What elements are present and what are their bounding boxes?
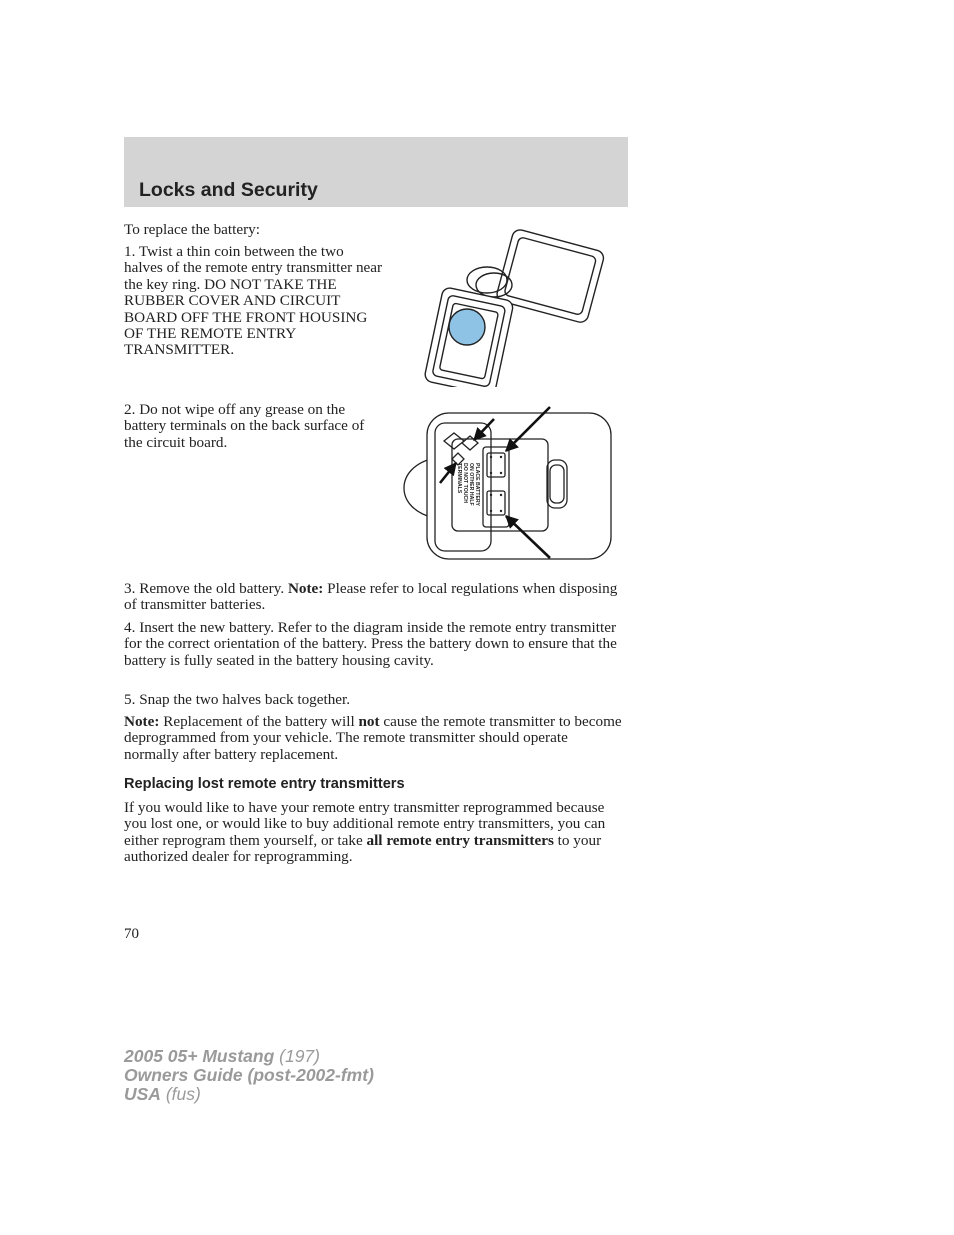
para-text-b: to your authorized dealer for reprogramming. bbox=[124, 831, 602, 866]
key-fob-illustration bbox=[420, 222, 605, 387]
footer-model: 2005 05+ Mustang bbox=[124, 1046, 275, 1066]
note-label: Note: bbox=[124, 713, 160, 730]
step-3-text bbox=[124, 581, 624, 614]
figure-label-line-4: TERMINALS bbox=[456, 463, 462, 494]
section-title: Locks and Security bbox=[139, 179, 318, 201]
note-emphasis: not bbox=[358, 713, 380, 730]
document-footer bbox=[124, 1047, 374, 1104]
footer-guide: Owners Guide (post-2002-fmt) bbox=[124, 1065, 374, 1085]
step-3-note-text: Please refer to local regulations when disposing of transmitter batteries. bbox=[124, 580, 618, 614]
step-4-text: 4. Insert the new battery. Refer to the diagram inside the remote entry transmitter for the correct orientation of the battery. Press the battery down to ensure that the battery is fully seated in the battery housing cavity. bbox=[124, 619, 617, 669]
figure-label-line-1: PLACE BATTERY bbox=[474, 463, 480, 506]
section-header bbox=[124, 137, 628, 207]
step-3-main: 3. Remove the old battery. bbox=[124, 580, 288, 597]
step-1-text: 1. Twist a thin coin between the two halves of the remote entry transmitter near the key ring. DO NOT TAKE THE RUBBER COVER AND CIRCUIT BOARD OFF THE FRONT HOUSING OF THE REMOTE ENTRY TRANSMITTER. bbox=[124, 243, 383, 359]
para-text-a: If you would like to have your remote entry transmitter reprogrammed because you lost one, or would like to buy additional remote entry transmitters, you can either reprogram them yourself, or take bbox=[124, 799, 606, 849]
footer-line-1 bbox=[124, 1047, 374, 1066]
figure-label-line-2: ON OTHER HALF bbox=[468, 463, 474, 506]
figure-label-line-3: DO NOT TOUCH bbox=[462, 463, 468, 503]
replacement-paragraph bbox=[124, 800, 620, 866]
footer-line-2 bbox=[124, 1066, 374, 1085]
intro-text: To replace the battery: bbox=[124, 221, 260, 238]
footer-market: USA bbox=[124, 1084, 161, 1104]
subheading: Replacing lost remote entry transmitters bbox=[124, 776, 405, 792]
page-number: 70 bbox=[124, 926, 139, 942]
battery-note bbox=[124, 714, 624, 763]
footer-line-3 bbox=[124, 1085, 374, 1104]
step-2-text: 2. Do not wipe off any grease on the battery terminals on the back surface of the circuit board. bbox=[124, 401, 365, 451]
note-text-b: cause the remote transmitter to become deprogrammed from your vehicle. The remote transmitter should operate normally after battery replacement. bbox=[124, 713, 622, 763]
footer-market-code: (fus) bbox=[160, 1084, 201, 1104]
step-3-note-label: Note: bbox=[287, 580, 324, 597]
para-bold: all remote entry transmitters bbox=[366, 831, 554, 849]
note-text-a: Replacement of the battery will bbox=[159, 713, 359, 730]
circuit-board-illustration bbox=[400, 403, 615, 563]
step-5-text: 5. Snap the two halves back together. bbox=[124, 691, 351, 708]
footer-model-code: (197) bbox=[274, 1046, 320, 1066]
